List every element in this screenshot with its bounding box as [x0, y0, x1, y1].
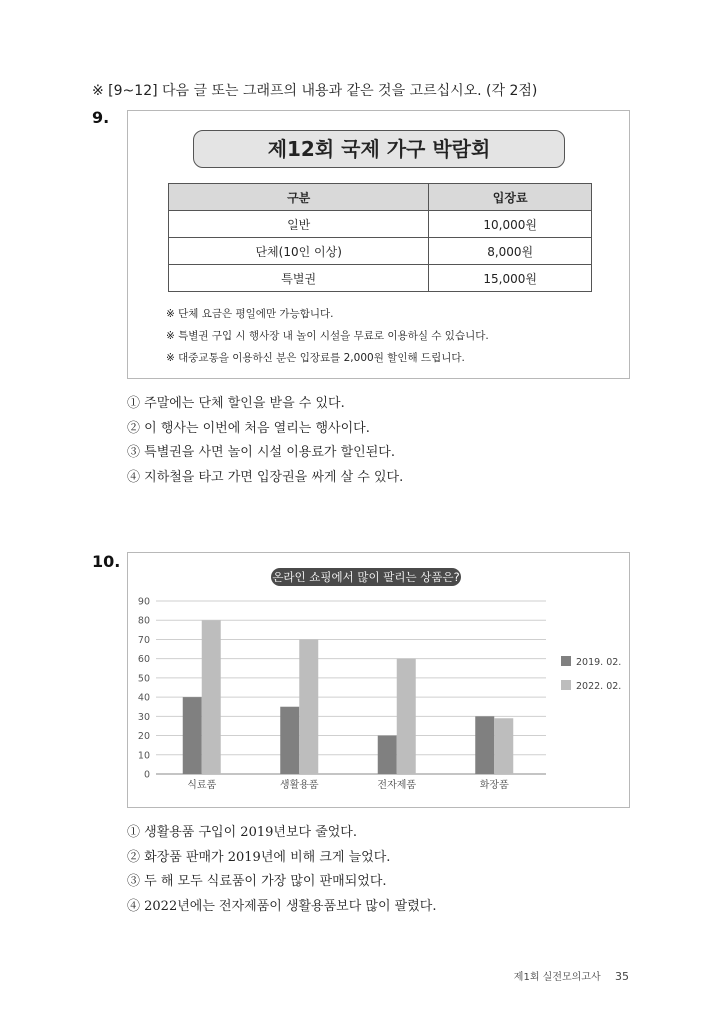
q10-choices: [127, 821, 436, 919]
fee-table: [168, 183, 592, 292]
chart-x-labels: [187, 778, 509, 791]
y-tick-label: 20: [137, 731, 150, 743]
chart-title: 온라인 쇼핑에서 많이 팔리는 상품은?: [272, 570, 460, 584]
y-tick-label: 40: [137, 692, 150, 704]
y-tick-label: 10: [137, 750, 150, 762]
choice-1[interactable]: ① 생활용품 구입이 2019년보다 줄었다.: [127, 825, 357, 840]
fee-table-header: 구분: [169, 184, 429, 211]
y-tick-label: 80: [137, 615, 150, 627]
chart-y-ticks: [138, 597, 150, 781]
choice-2[interactable]: ② 화장품 판매가 2019년에 비해 크게 늘었다.: [127, 849, 391, 865]
table-row: [169, 238, 592, 265]
q9-choices: [127, 392, 403, 490]
y-tick-label: 90: [137, 596, 150, 608]
choice-3[interactable]: ③ 두 해 모두 식료품이 가장 많이 판매되었다.: [127, 874, 387, 889]
bar: [397, 659, 416, 774]
choice-3[interactable]: ③ 특별권을 사면 놀이 시설 이용료가 할인된다.: [127, 445, 395, 460]
y-tick-label: 60: [137, 654, 150, 666]
instruction: ※ [9~12] 다음 글 또는 그래프의 내용과 같은 것을 고르십시오. (각 2점): [92, 83, 538, 99]
table-cell: 단체(10인 이상): [169, 238, 429, 265]
note-item: ※ 대중교통을 이용하신 분은 입장료를 2,000원 할인해 드립니다.: [166, 352, 465, 364]
bar: [475, 716, 494, 774]
table-row: [169, 211, 592, 238]
choice-4[interactable]: ④ 지하철을 타고 가면 입장권을 싸게 살 수 있다.: [127, 469, 404, 485]
legend-label: 2019. 02.: [576, 657, 622, 668]
y-tick-label: 70: [137, 634, 150, 646]
chart-title-group: [271, 568, 461, 586]
choice-2[interactable]: ② 이 행사는 이번에 처음 열리는 행사이다.: [127, 420, 370, 436]
y-tick-label: 50: [137, 673, 150, 685]
bar: [299, 639, 318, 774]
q9-figure-box: [127, 110, 630, 379]
q10-chart-box: [127, 552, 630, 808]
chart-legend: [561, 656, 621, 692]
y-tick-label: 30: [137, 711, 150, 723]
question-10-number: 10.: [92, 552, 121, 571]
table-cell: 일반: [169, 211, 429, 238]
x-category-label: 전자제품: [377, 780, 417, 791]
legend-label: 2022. 02.: [576, 681, 622, 692]
fee-table-header-row: [169, 184, 592, 211]
table-cell: 15,000원: [429, 265, 592, 292]
fee-table-header: 입장료: [429, 184, 592, 211]
fee-notes: [166, 303, 489, 369]
question-9-number: 9.: [92, 108, 110, 127]
note-item: ※ 특별권 구입 시 행사장 내 놀이 시설을 무료로 이용하실 수 있습니다.: [166, 330, 489, 342]
page-number: 35: [615, 970, 629, 983]
x-category-label: 생활용품: [279, 780, 319, 791]
bar: [494, 718, 513, 774]
footer-label: 제1회 실전모의고사: [513, 972, 601, 983]
fair-title: 제12회 국제 가구 박람회: [193, 130, 565, 168]
table-cell: 10,000원: [429, 211, 592, 238]
x-category-label: 식료품: [187, 780, 217, 791]
table-cell: 특별권: [169, 265, 429, 292]
x-category-label: 화장품: [479, 780, 509, 791]
bar: [280, 707, 299, 774]
legend-swatch: [561, 680, 571, 690]
table-cell: 8,000원: [429, 238, 592, 265]
page-footer: [514, 968, 629, 983]
bar: [202, 620, 221, 774]
bar-chart: [128, 553, 629, 807]
bar: [183, 697, 202, 774]
choice-4[interactable]: ④ 2022년에는 전자제품이 생활용품보다 많이 팔렸다.: [127, 898, 437, 914]
bar: [378, 736, 397, 774]
y-tick-label: 0: [143, 769, 150, 781]
table-row: [169, 265, 592, 292]
legend-swatch: [561, 656, 571, 666]
choice-1[interactable]: ① 주말에는 단체 할인을 받을 수 있다.: [127, 396, 345, 411]
note-item: ※ 단체 요금은 평일에만 가능합니다.: [166, 308, 334, 320]
